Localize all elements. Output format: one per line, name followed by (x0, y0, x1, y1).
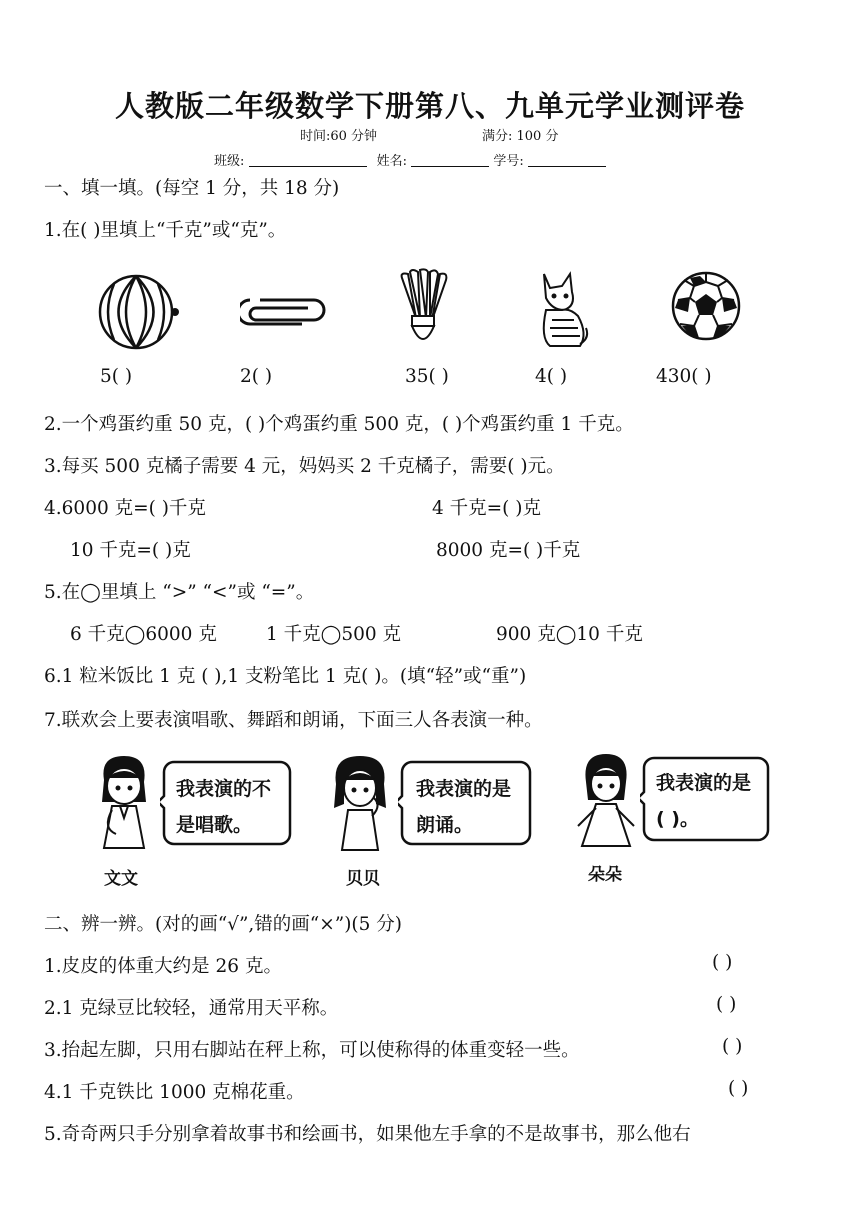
q7-text: 7.联欢会上要表演唱歌、舞蹈和朗诵，下面三人各表演一种。 (44, 710, 543, 731)
shuttlecock-icon (396, 268, 452, 352)
girl-beibei-icon (326, 754, 396, 864)
q1-text: 1.在( )里填上“千克”或“克”。 (44, 220, 287, 241)
judge-item-1: 1.皮皮的体重大约是 26 克。 (44, 956, 282, 977)
judge-paren-4[interactable]: ( ) (728, 1078, 749, 1099)
q4-c: 10 千克=( )克 (70, 540, 191, 561)
q3-text: 3.每买 500 克橘子需要 4 元，妈妈买 2 千克橘子，需要( )元。 (44, 456, 565, 477)
class-blank[interactable] (249, 152, 367, 167)
name-beibei: 贝贝 (346, 869, 380, 889)
q1-item-4[interactable]: 4( ) (535, 366, 568, 387)
name-blank[interactable] (411, 152, 489, 167)
number-label: 学号: (493, 154, 524, 169)
q2-text: 2.一个鸡蛋约重 50 克，( )个鸡蛋约重 500 克，( )个鸡蛋约重 1 千克。 (44, 414, 634, 435)
judge-item-4: 4.1 千克铁比 1000 克棉花重。 (44, 1082, 305, 1103)
q1-item-1[interactable]: 5( ) (100, 366, 133, 387)
q5-c: 900 克◯10 千克 (496, 624, 643, 645)
soccer-ball-icon (670, 270, 742, 342)
q1-item-5[interactable]: 430( ) (656, 366, 712, 387)
bubble-duoduo-blank[interactable]: ( )。 (656, 808, 699, 830)
bubble-wenwen-line1: 我表演的不 (176, 778, 272, 800)
q5-b: 1 千克◯500 克 (266, 624, 402, 645)
q1-item-2[interactable]: 2( ) (240, 366, 273, 387)
judge-paren-1[interactable]: ( ) (712, 952, 733, 973)
girl-duoduo-icon (572, 750, 642, 860)
student-info-row (214, 150, 606, 169)
section2-heading: 二、辨一辨。(对的画“√”,错的画“×”)(5 分) (44, 914, 403, 935)
judge-item-2: 2.1 克绿豆比较轻，通常用天平称。 (44, 998, 339, 1019)
q4-b: 4 千克=( )克 (432, 498, 541, 519)
name-label: 姓名: (376, 154, 408, 169)
section1-heading: 一、填一填。(每空 1 分，共 18 分) (44, 178, 340, 199)
bubble-beibei-line1: 我表演的是 (416, 778, 512, 800)
class-label: 班级: (214, 154, 245, 169)
judge-paren-2[interactable]: ( ) (716, 994, 737, 1015)
bubble-beibei-line2: 朗诵。 (416, 814, 474, 836)
score-label: 满分: 100 分 (482, 129, 559, 144)
q4-d: 8000 克=( )千克 (436, 540, 581, 561)
number-blank[interactable] (528, 152, 606, 167)
q6-text: 6.1 粒米饭比 1 克 ( ),1 支粉笔比 1 克( )。(填“轻”或“重”) (44, 666, 527, 687)
q1-item-3[interactable]: 35( ) (405, 366, 449, 387)
judge-item-5: 5.奇奇两只手分别拿着故事书和绘画书，如果他左手拿的不是故事书，那么他右 (44, 1124, 691, 1145)
judge-item-3: 3.抬起左脚，只用右脚站在秤上称，可以使称得的体重变轻一些。 (44, 1040, 580, 1061)
name-duoduo: 朵朵 (588, 865, 622, 885)
name-wenwen: 文文 (104, 869, 138, 889)
time-label: 时间:60 分钟 (300, 129, 378, 144)
judge-paren-3[interactable]: ( ) (722, 1036, 743, 1057)
girl-wenwen-icon (90, 752, 160, 862)
bubble-wenwen-line2: 是唱歌。 (176, 814, 253, 836)
bubble-duoduo-line1: 我表演的是 (656, 772, 752, 794)
paperclip-icon (240, 292, 326, 332)
q5-text: 5.在◯里填上 “>” “<”或 “=”。 (44, 582, 315, 603)
q4-a: 4.6000 克=( )千克 (44, 498, 206, 519)
cat-icon (534, 268, 590, 352)
watermelon-icon (96, 272, 186, 352)
q5-a: 6 千克◯6000 克 (70, 624, 217, 645)
page-title: 人教版二年级数学下册第八、九单元学业测评卷 (114, 89, 745, 123)
